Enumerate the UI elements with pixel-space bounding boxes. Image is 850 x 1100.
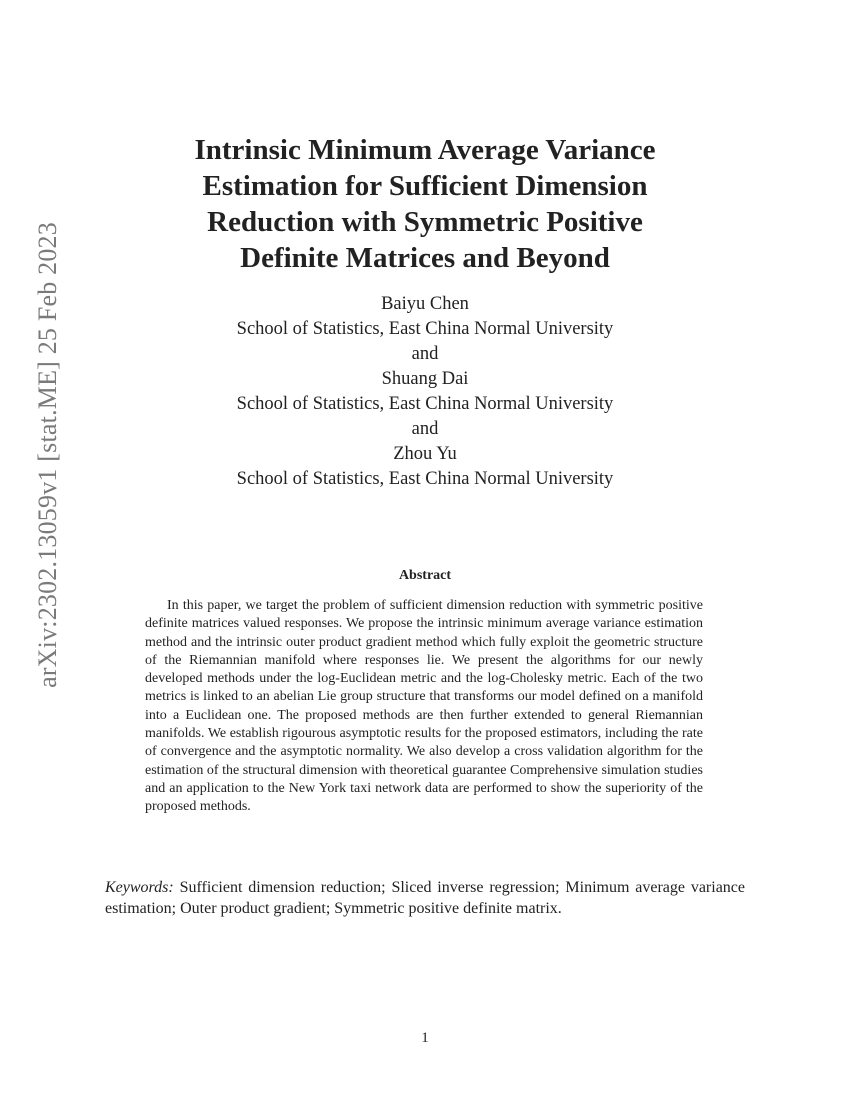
title-line: Estimation for Sufficient Dimension [202, 170, 648, 202]
author-affiliation: School of Statistics, East China Normal University [236, 394, 614, 414]
author-name: Baiyu Chen [381, 294, 469, 314]
author-affiliation: School of Statistics, East China Normal University [236, 319, 614, 339]
title-line: Reduction with Symmetric Positive [207, 206, 643, 238]
keywords-label: Keywords: [105, 879, 174, 896]
page-number: 1 [421, 1030, 429, 1046]
title-line: Intrinsic Minimum Average Variance [194, 134, 656, 166]
abstract-body: In this paper, we target the problem of sufficient dimension reduction with symmetric positive definite matrices valued responses. We propose the intrinsic minimum average variance estimation method and the intrinsic outer product gradient method which fully exploit the geometric structure of the Riemannian manifold where responses lie. We present the algorithms for our newly developed methods under the log-Euclidean metric and the log-Cholesky metric. Each of the two metrics is linked to an abelian Lie group structure that transforms our model defined on a manifold into a Euclidean one. The proposed methods are then further extended to general Riemannian manifolds. We establish rigourous asymptotic results for the proposed estimators, including the rate of convergence and the asymptotic normality. We also develop a cross validation algorithm for the estimation of the structural dimension with theoretical guarantee Comprehensive simulation studies and an application to the New York taxi network data are performed to show the superiority of the proposed methods. [145, 598, 703, 815]
abstract-heading: Abstract [398, 568, 452, 583]
author-block [120, 292, 730, 492]
keywords-paragraph [105, 877, 745, 919]
author-name: Zhou Yu [393, 444, 457, 464]
arxiv-identifier-text: arXiv:2302.13059v1 [stat.ME] 25 Feb 2023 [33, 222, 62, 688]
title-line: Definite Matrices and Beyond [240, 242, 610, 274]
author-name: Shuang Dai [381, 369, 469, 389]
paper-title [120, 132, 730, 276]
author-separator: and [411, 419, 439, 439]
arxiv-identifier-stamp [33, 222, 62, 688]
keywords-text: Sufficient dimension reduction; Sliced inverse regression; Minimum average variance estimation; Outer product gradient; Symmetric positive definite matrix. [105, 879, 746, 917]
author-affiliation: School of Statistics, East China Normal University [236, 469, 614, 489]
author-separator: and [411, 344, 439, 364]
